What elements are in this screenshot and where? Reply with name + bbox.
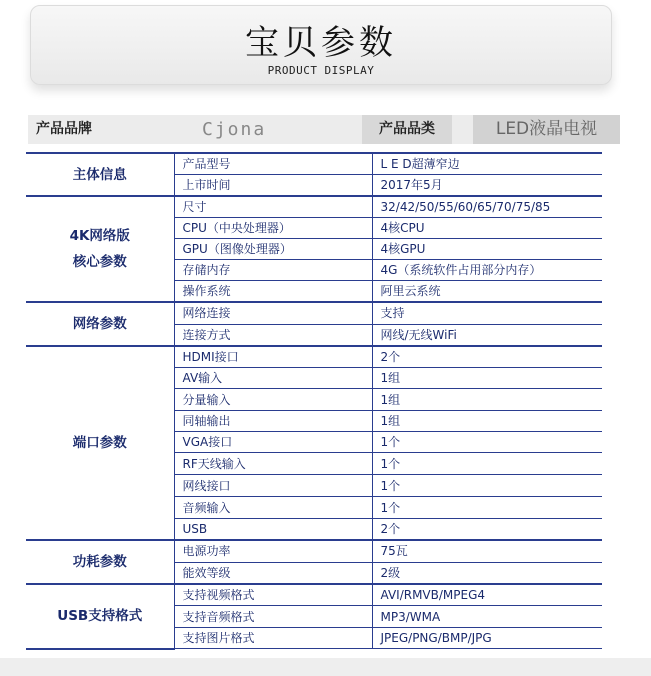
table-row — [26, 584, 602, 606]
spec-value: 4核CPU — [372, 218, 602, 239]
group-label-text: 端口参数 — [72, 435, 127, 451]
spec-value: 2级 — [372, 562, 602, 584]
brand-row — [28, 115, 620, 144]
spec-item: RF天线输入 — [174, 453, 372, 475]
spec-value: 1组 — [372, 411, 602, 432]
spec-value: 支持 — [372, 302, 602, 324]
brand-label: 产品品牌 — [36, 121, 92, 137]
group-label-text: 主体信息 — [72, 166, 127, 183]
spec-item: 尺寸 — [174, 196, 372, 218]
group-label-text: USB支持格式 — [57, 608, 143, 624]
table-row — [26, 302, 602, 324]
spec-value: 1个 — [372, 475, 602, 497]
group-label — [26, 196, 174, 302]
spec-value: 2个 — [372, 519, 602, 541]
spec-value: 2个 — [372, 346, 602, 368]
spec-value: 4G（系统软件占用部分内存） — [372, 260, 602, 281]
spec-item: 音频输入 — [174, 497, 372, 519]
spec-value: 32/42/50/55/60/65/70/75/85 — [372, 196, 602, 218]
spec-table — [26, 152, 602, 650]
spec-item: CPU（中央处理器） — [174, 218, 372, 239]
spec-value: JPEG/PNG/BMP/JPG — [372, 628, 602, 649]
spec-value: 1组 — [372, 389, 602, 411]
spec-item: 网络连接 — [174, 302, 372, 324]
group-label — [26, 346, 174, 540]
spec-value: 75瓦 — [372, 540, 602, 562]
spec-value: 1个 — [372, 453, 602, 475]
spec-value: 阿里云系统 — [372, 281, 602, 303]
spec-item: 分量输入 — [174, 389, 372, 411]
group-label — [26, 540, 174, 584]
spec-item: 同轴输出 — [174, 411, 372, 432]
group-label — [26, 153, 174, 196]
group-label — [26, 302, 174, 346]
group-label-text: 网络参数 — [72, 316, 127, 332]
bottom-band — [0, 658, 651, 676]
spec-item: AV输入 — [174, 368, 372, 389]
table-row — [26, 153, 602, 175]
spec-item: 支持图片格式 — [174, 628, 372, 649]
spec-item: 连接方式 — [174, 324, 372, 346]
spec-item: 产品型号 — [174, 153, 372, 175]
page-subtitle: PRODUCT DISPLAY — [267, 64, 375, 77]
spec-item: VGA接口 — [174, 432, 372, 453]
spec-value: 2017年5月 — [372, 175, 602, 197]
spec-item: 支持音频格式 — [174, 606, 372, 628]
spec-value: 1个 — [372, 432, 602, 453]
spec-item: 能效等级 — [174, 562, 372, 584]
spec-item: 网线接口 — [174, 475, 372, 497]
spec-item: USB — [174, 519, 372, 541]
spec-item: 存储内存 — [174, 260, 372, 281]
table-row — [26, 540, 602, 562]
category-label: 产品品类 — [362, 115, 452, 144]
table-row — [26, 196, 602, 218]
spec-item: HDMI接口 — [174, 346, 372, 368]
spec-value: AVI/RMVB/MPEG4 — [372, 584, 602, 606]
group-label-subtext: 核心参数 — [72, 254, 127, 270]
brand-value: Cjona — [202, 119, 267, 140]
spec-item: GPU（图像处理器） — [174, 239, 372, 260]
group-label-text: 4K网络版 — [69, 228, 130, 244]
group-label-text: 功耗参数 — [72, 553, 127, 570]
page-title: 宝贝参数 — [245, 23, 397, 63]
group-label — [26, 584, 174, 649]
header-banner — [30, 5, 612, 85]
spec-value: 1组 — [372, 368, 602, 389]
table-row — [26, 346, 602, 368]
spec-item: 支持视频格式 — [174, 584, 372, 606]
spec-item: 操作系统 — [174, 281, 372, 303]
spec-value: 网线/无线WiFi — [372, 324, 602, 346]
spec-value: MP3/WMA — [372, 606, 602, 628]
spec-value: L E D超薄窄边 — [372, 153, 602, 175]
spec-value: 1个 — [372, 497, 602, 519]
spec-item: 上市时间 — [174, 175, 372, 197]
spec-value: 4核GPU — [372, 239, 602, 260]
category-value: LED液晶电视 — [473, 115, 620, 144]
spec-item: 电源功率 — [174, 540, 372, 562]
